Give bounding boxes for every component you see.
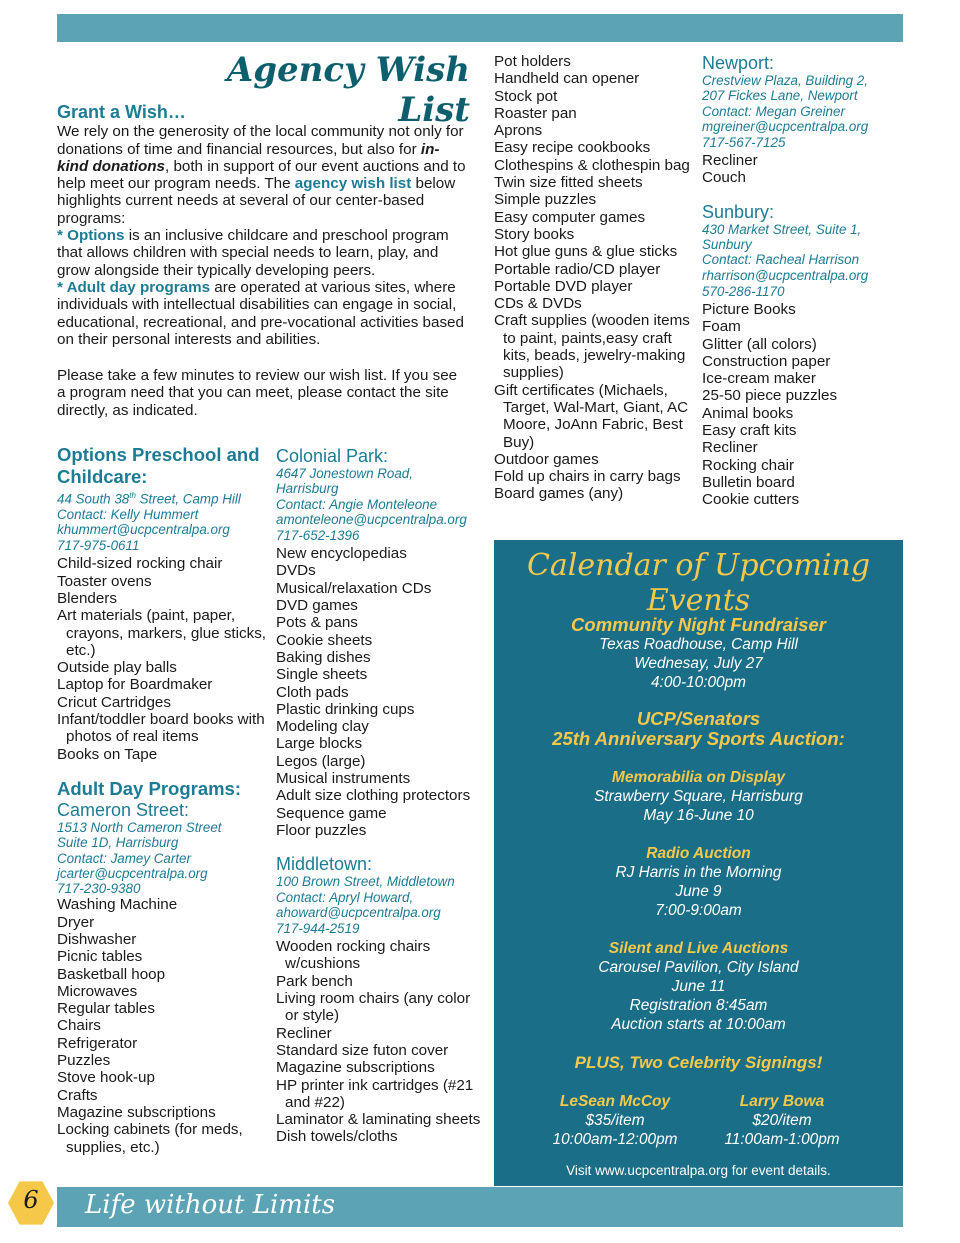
list-item: Portable radio/CD player [494, 260, 661, 278]
list-item: Single sheets [276, 666, 368, 684]
list-item: Cookie cutters [702, 491, 800, 509]
colonial-contact: Contact: Angie Monteleone [276, 496, 438, 512]
event-title: 25th Anniversary Sports Auction: [552, 728, 845, 749]
event-line: June 9 [675, 883, 722, 900]
list-item: Bulletin board [702, 473, 795, 491]
newport-email[interactable]: mgreiner@ucpcentralpa.org [702, 118, 869, 134]
list-item: Foam [702, 318, 741, 336]
list-item: Washing Machine [57, 896, 178, 914]
cameron-address: 1513 North Cameron Street [57, 819, 222, 835]
list-item: DVDs [276, 562, 316, 580]
event-line: June 11 [671, 978, 726, 995]
list-item: CDs & DVDs [494, 295, 582, 313]
cameron-email[interactable]: jcarter@ucpcentralpa.org [57, 865, 208, 881]
options-contact: Contact: Kelly Hummert [57, 506, 199, 522]
cameron-heading: Cameron Street: [57, 799, 190, 820]
colonial-phone: 717-652-1396 [276, 528, 360, 544]
list-item: Clothespins & clothespin bag [494, 156, 690, 174]
list-item: Construction paper [702, 352, 831, 370]
list-item: Recliner [702, 439, 758, 457]
list-item: Art materials (paint, paper, crayons, markers, glue sticks, etc.) [57, 607, 267, 659]
list-item: Locking cabinets (for meds, supplies, etc.) [57, 1121, 243, 1156]
list-item: Adult size clothing protectors [276, 787, 471, 805]
list-item: Chairs [57, 1017, 101, 1035]
list-item: Living room chairs (any color or style) [276, 990, 471, 1025]
options-label: * Options [57, 227, 125, 245]
list-item: Aprons [494, 122, 543, 140]
list-item: Toaster ovens [57, 572, 152, 590]
middletown-heading: Middletown: [276, 854, 373, 875]
intro-text: We rely on the generosity of the local community not only for donations of time and financial resources, but also for [57, 123, 464, 158]
calendar-title: Calendar of Upcoming Events [526, 548, 871, 618]
celebrity-time: 11:00am-1:00pm [724, 1131, 840, 1148]
list-item: Animal books [702, 404, 794, 422]
sunbury-email[interactable]: rharrison@ucpcentralpa.org [702, 267, 869, 283]
list-item: Modeling clay [276, 718, 369, 736]
options-address [57, 488, 269, 507]
options-items [57, 555, 269, 763]
event-subtitle: Radio Auction [646, 845, 751, 862]
intro-section [57, 104, 469, 419]
event-title: UCP/Senators [636, 708, 761, 729]
intro-text: , both in support of our event auctions and to help meet our program needs. The [57, 157, 466, 193]
list-item: Rocking chair [702, 456, 795, 474]
colonial-address: Harrisburg [276, 481, 339, 497]
list-item: Recliner [702, 152, 758, 170]
visit-link[interactable]: Visit www.ucpcentralpa.org for event details. [566, 1163, 831, 1178]
list-item: Easy craft kits [702, 422, 797, 440]
event-subtitle: Silent and Live Auctions [608, 940, 789, 957]
list-item: Fold up chairs in carry bags [494, 468, 681, 486]
list-item: Floor puzzles [276, 821, 367, 839]
colonial-email[interactable]: amonteleone@ucpcentralpa.org [276, 511, 467, 527]
list-item: Magazine subscriptions [57, 1103, 216, 1121]
list-item: Gift certificates (Michaels, Target, Wal-Mart, Giant, AC Moore, JoAnn Fabric, Best Buy) [494, 381, 689, 451]
list-item: Laminator & laminating sheets [276, 1111, 481, 1129]
list-item: Dish towels/cloths [276, 1128, 398, 1146]
sunbury-heading: Sunbury: [702, 201, 775, 222]
event-line: Strawberry Square, Harrisburg [594, 788, 803, 805]
footer-title: Life without Limits [85, 1190, 336, 1220]
list-item: Puzzles [57, 1052, 111, 1070]
cameron-phone: 717-230-9380 [57, 881, 141, 897]
sunbury-address: 430 Market Street, Suite 1, [702, 221, 862, 237]
page-number: 6 [23, 1186, 39, 1214]
list-item: Simple puzzles [494, 191, 597, 209]
colonial-items [276, 545, 486, 839]
list-item: Ice-cream maker [702, 370, 816, 388]
middletown-continued-column [494, 53, 699, 503]
list-item: Roaster pan [494, 104, 577, 122]
newport-address: 207 Fickes Lane, Newport [702, 88, 858, 104]
list-item: Plastic drinking cups [276, 700, 415, 718]
list-item: Baking dishes [276, 648, 371, 666]
event-line: Registration 8:45am [629, 997, 768, 1014]
list-item: Basketball hoop [57, 965, 166, 983]
list-item: Pots & pans [276, 614, 358, 632]
event-line: Texas Roadhouse, Camp Hill [599, 636, 798, 653]
list-item: Legos (large) [276, 752, 366, 770]
newport-heading: Newport: [702, 53, 775, 73]
newport-sunbury-column [702, 53, 902, 509]
sunbury-address: Sunbury [702, 237, 752, 253]
list-item: Hot glue guns & glue sticks [494, 243, 678, 261]
list-item: Crafts [57, 1086, 98, 1104]
list-item: Cloth pads [276, 683, 349, 701]
list-item: Portable DVD player [494, 277, 633, 295]
list-item: Musical instruments [276, 770, 411, 788]
list-item: 25-50 piece puzzles [702, 387, 838, 405]
list-item: DVD games [276, 597, 358, 615]
colonial-heading: Colonial Park: [276, 446, 389, 466]
list-item: Cricut Cartridges [57, 693, 171, 711]
list-item: Large blocks [276, 735, 363, 753]
calendar-events [494, 615, 903, 1180]
colonial-middletown-column [276, 446, 486, 1146]
list-item: Craft supplies (wooden items to paint, paints,easy craft kits, beads, jewelry-making supplies) [494, 312, 690, 382]
newport-phone: 717-567-7125 [702, 135, 786, 151]
adult-day-heading: Adult Day Programs: [57, 777, 242, 799]
event-line: Wednesay, July 27 [634, 655, 763, 672]
top-banner [57, 14, 903, 42]
celebrity-price: $35/item [585, 1112, 645, 1129]
middletown-email[interactable]: ahoward@ucpcentralpa.org [276, 904, 441, 920]
options-phone: 717-975-0611 [57, 538, 140, 554]
list-item: Easy computer games [494, 208, 646, 226]
list-item: Sequence game [276, 804, 387, 822]
page-title: Agency Wish List [226, 50, 470, 130]
plus-title: PLUS, Two Celebrity Signings! [574, 1053, 823, 1072]
event-subtitle: Memorabilia on Display [611, 769, 786, 786]
list-item: Blenders [57, 589, 117, 607]
address-sup: th [129, 491, 136, 500]
in-kind-emphasis: in-kind donations [57, 140, 440, 175]
list-item: Story books [494, 225, 575, 243]
middletown-address: 100 Brown Street, Middletown [276, 874, 455, 890]
celebrity-signings [494, 1092, 903, 1149]
newport-address: Crestview Plaza, Building 2, [702, 73, 868, 88]
list-item: Refrigerator [57, 1034, 138, 1052]
list-item: Magazine subscriptions [276, 1059, 435, 1077]
wish-list-emphasis: agency wish list [294, 175, 412, 193]
list-item: Dishwasher [57, 931, 137, 948]
sunbury-phone: 570-286-1170 [702, 283, 785, 299]
list-item: Stock pot [494, 87, 558, 105]
adult-day-description [57, 279, 469, 348]
event-line: Carousel Pavilion, City Island [598, 959, 799, 976]
celebrity-item [710, 1092, 855, 1149]
list-item: Wooden rocking chairs w/cushions [276, 938, 431, 973]
options-adult-column [57, 444, 269, 1156]
cameron-items [57, 896, 269, 1155]
intro-heading: Grant a Wish… [57, 102, 186, 122]
options-email[interactable]: khummert@ucpcentralpa.org [57, 522, 230, 538]
newport-contact: Contact: Megan Greiner [702, 103, 845, 119]
options-text: is an inclusive childcare and preschool program that allows children with special needs to learn, play, and grow alongside their typically developing peers. [57, 227, 449, 279]
list-item: Picnic tables [57, 948, 143, 966]
celebrity-name: LeSean McCoy [559, 1093, 671, 1110]
colonial-address: 4647 Jonestown Road, [276, 466, 413, 481]
celebrity-price: $20/item [752, 1112, 812, 1129]
middletown-phone: 717-944-2519 [276, 921, 360, 937]
address-text: 44 South 38 [57, 491, 130, 507]
event-line: May 16-June 10 [643, 807, 754, 824]
options-description [57, 227, 469, 279]
event-line: RJ Harris in the Morning [615, 864, 782, 881]
adult-day-text: are operated at various sites, where individuals with intellectual disabilities can engage in social, educational, recreational, and pre-vocational activities based on their personal interests and abilities. [57, 278, 464, 348]
event-line: 4:00-10:00pm [651, 674, 746, 691]
list-item: Handheld can opener [494, 70, 640, 88]
list-item: HP printer ink cartridges (#21 and #22) [276, 1076, 474, 1111]
list-item: Pot holders [494, 53, 571, 70]
intro-paragraph [57, 123, 469, 227]
list-item: Laptop for Boardmaker [57, 676, 213, 694]
list-item: Dryer [57, 913, 95, 931]
middletown-contact: Contact: Apryl Howard, [276, 889, 414, 905]
list-item: Stove hook-up [57, 1069, 155, 1087]
list-item: Outdoor games [494, 450, 599, 468]
list-item: Microwaves [57, 982, 138, 1000]
cameron-address: Suite 1D, Harrisburg [57, 835, 179, 851]
list-item: Child-sized rocking chair [57, 555, 223, 573]
list-item: Infant/toddler board books with photos of real items [57, 711, 265, 746]
review-paragraph: Please take a few minutes to review our wish list. If you see a program need that you can meet, please contact the site directly, as indicated. [57, 367, 458, 419]
list-item: Easy recipe cookbooks [494, 139, 651, 157]
list-item: Picture Books [702, 300, 796, 318]
event-title: Community Night Fundraiser [571, 614, 826, 635]
list-item: Glitter (all colors) [702, 335, 817, 353]
list-item: Park bench [276, 972, 353, 990]
list-item: Standard size futon cover [276, 1041, 449, 1059]
event-line: 7:00-9:00am [655, 902, 742, 919]
sunbury-contact: Contact: Racheal Harrison [702, 252, 860, 268]
list-item: Cookie sheets [276, 631, 373, 649]
cameron-contact: Contact: Jamey Carter [57, 850, 191, 866]
event-line: Auction starts at 10:00am [611, 1016, 786, 1033]
list-item: Books on Tape [57, 745, 158, 763]
adult-day-label: * Adult day programs [57, 278, 211, 296]
options-heading: Options Preschool and Childcare: [57, 444, 260, 487]
intro-text: below highlights current needs at several of our center-based programs: [57, 175, 456, 227]
celebrity-item [543, 1092, 688, 1149]
list-item: New encyclopedias [276, 545, 407, 563]
middletown-items [276, 938, 486, 1146]
list-item: Recliner [276, 1024, 332, 1042]
celebrity-name: Larry Bowa [739, 1093, 825, 1110]
address-text: Street, Camp Hill [135, 491, 241, 507]
list-item: Outside play balls [57, 659, 177, 677]
celebrity-time: 10:00am-12:00pm [552, 1131, 678, 1148]
list-item: Couch [702, 169, 746, 187]
list-item: Musical/relaxation CDs [276, 579, 432, 597]
list-item: Twin size fitted sheets [494, 174, 643, 192]
list-item: Regular tables [57, 1000, 155, 1018]
list-item: Board games (any) [494, 485, 624, 503]
